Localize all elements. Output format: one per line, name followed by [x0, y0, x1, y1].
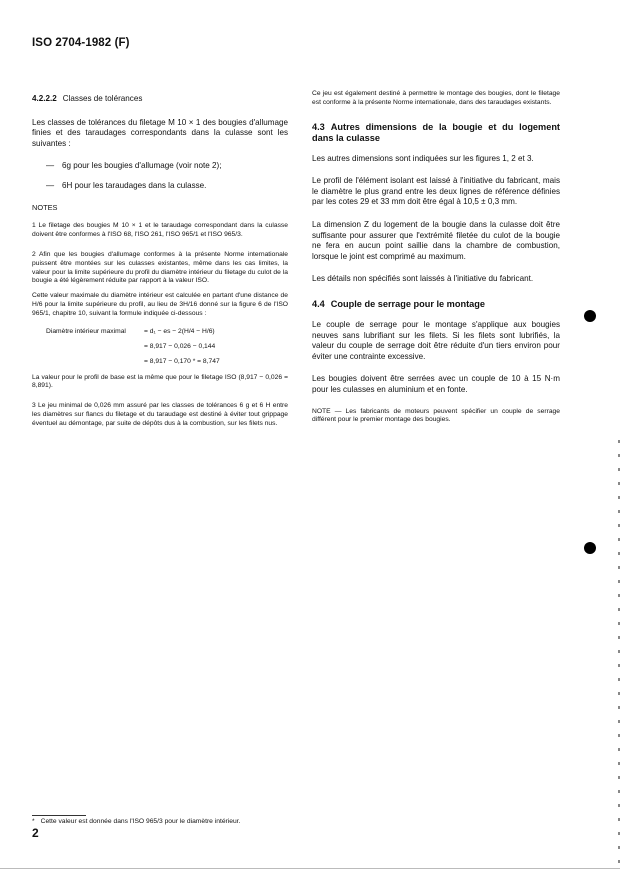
list-dash: — [46, 161, 55, 171]
section-heading-4-4 [312, 299, 560, 310]
intro-paragraph: Les classes de tolérances du filetage M 10 × 1 des bougies d'allumage finies et des taraudages correspondants dans la culasse sont les suivantes : [32, 117, 288, 148]
paragraph: Les détails non spécifiés sont laissés à l'initiative du fabricant. [312, 274, 534, 284]
list-dash: — [46, 180, 55, 190]
punch-hole-mark [584, 310, 596, 322]
equation-block [46, 325, 288, 370]
scan-bottom-edge [0, 868, 620, 869]
notes-title: NOTES [32, 202, 58, 212]
continued-paragraph: Ce jeu est également destiné à permettre le montage des bougies, dont le filetage est conforme à la présente Norme internationale, dans des taraudages existants. [312, 90, 560, 106]
footnote-marker: * [32, 818, 35, 825]
note-2-base-profile: La valeur pour le profil de base est la même que pour le filetage ISO (8,917 − 0,026 = 8,891). [32, 373, 288, 390]
punch-hole-mark [584, 542, 596, 554]
section-number: 4.2.2.2 [32, 94, 57, 103]
note: NOTE — Les fabricants de moteurs peuvent spécifier un couple de serrage différent pour le premier montage des bougies. [312, 407, 560, 424]
section-title: Classes de tolérances [62, 94, 143, 103]
list-item-text: 6g pour les bougies d'allumage (voir note 2); [62, 161, 222, 171]
section-number: 4.3 [312, 121, 325, 132]
note-2-formula-intro: Cette valeur maximale du diamètre intérieur est calculée en partant d'une distance de H/6 pour la limite supérieure du profil, au lieu de 3H/16 donné sur la figure 6 de l'ISO 965/1, chapitre 10, suivant la formule indiquée ci-dessous : [32, 292, 288, 317]
note-1: 1 Le filetage des bougies M 10 × 1 et le taraudage correspondant dans la culasse doivent être conformes à l'ISO 68, l'ISO 261, l'ISO 965/1 et l'ISO 965/3. [32, 222, 288, 239]
note-2: 2 Afin que les bougies d'allumage conformes à la présente Norme internationale puissent être montées sur les culasses existantes, même dans les cas limites, la valeur pour la limite supérieure du profil du diamètre intérieur du filetage du culot de la bougie a été légèrement réduite par rapport à la valeur ISO. [32, 250, 288, 285]
section-title: Couple de serrage pour le montage [330, 298, 485, 309]
equation-line-1: = d₁ − es − 2(H/4 − H/6) [144, 327, 215, 335]
list-item [46, 181, 288, 192]
list-item [46, 161, 288, 172]
section-heading-4-3 [312, 122, 560, 144]
footnote [32, 818, 240, 825]
left-column [32, 94, 288, 437]
paragraph: Les bougies doivent être serrées avec un couple de 10 à 15 N·m pour les culasses en aluminium et en fonte. [312, 374, 560, 394]
section-heading-4-2-2-2 [32, 94, 288, 105]
paragraph: Le profil de l'élément isolant est laissé à l'initiative du fabricant, mais le diamètre le plus grand entre les deux lignes de référence définies par les cotes 29 et 33 mm doit être égal à 10,5 ± 0,3 mm. [312, 176, 560, 207]
page-header-title: ISO 2704-1982 (F) [32, 37, 130, 49]
paragraph: La dimension Z du logement de la bougie dans la culasse doit être suffisante pour assurer que l'extrémité filetée du culot de la bougie ne fera en aucun point saillie dans la chambre de combustion, lorsque le joint est comprimé au maximum. [312, 219, 560, 261]
page-number: 2 [32, 826, 39, 840]
equation-row [46, 325, 288, 340]
note-3: 3 Le jeu minimal de 0,026 mm assuré par les classes de tolérances 6 g et 6 H entre les diamètres sur flancs du filetage et du taraudage est destiné à éviter tout grippage éventuel au démontage, par suite de dépôts dus à la combustion, sur les filets nus. [32, 402, 288, 427]
section-number: 4.4 [312, 298, 325, 309]
footnote-text: Cette valeur est donnée dans l'ISO 965/3 pour le diamètre intérieur. [40, 818, 241, 825]
section-title: Autres dimensions de la bougie et du logement dans la culasse [312, 121, 560, 143]
equation-line-2: = 8,917 − 0,026 − 0,144 [144, 342, 216, 350]
right-column [312, 90, 560, 433]
paragraph: Le couple de serrage pour le montage s'applique aux bougies neuves sans lubrifiant sur les filets. Si les filets sont lubrifiés, la valeur du couple de serrage doit être réduite d'un tiers environ pour éviter une contrainte excessive. [312, 319, 560, 361]
footnote-rule [32, 815, 86, 816]
equation-row [46, 340, 288, 355]
equation-line-3: = 8,917 − 0,170 * = 8,747 [144, 357, 220, 365]
equation-row [46, 355, 288, 370]
paragraph: Les autres dimensions sont indiquées sur les figures 1, 2 et 3. [312, 153, 534, 163]
list-item-text: 6H pour les taraudages dans la culasse. [62, 180, 207, 190]
equation-label: Diamètre intérieur maximal [46, 327, 126, 335]
